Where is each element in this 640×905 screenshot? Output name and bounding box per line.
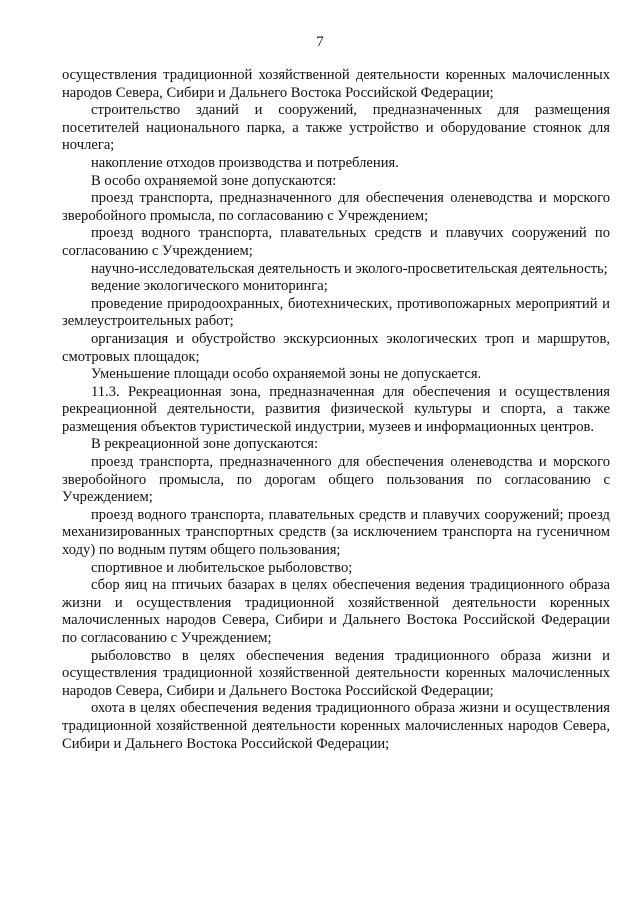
paragraph-construction: строительство зданий и сооружений, предназначенных для размещения посетителей национального парка, а также устройство и оборудование стоянок для ночлега; [62, 102, 610, 154]
paragraph-recreation-zone-heading: В рекреационной зоне допускаются: [91, 436, 319, 453]
paragraph-transport-reindeer: проезд транспорта, предназначенного для обеспечения оленеводства и морского зверобойного промысла, по согласованию с Учреждением; [62, 190, 610, 224]
paragraph-continuation: осуществления традиционной хозяйственной деятельности коренных малочисленных народов Севера, Сибири и Дальнего Востока Российской Федерации; [62, 67, 610, 101]
paragraph-water-transport: проезд водного транспорта, плавательных средств и плавучих сооружений по согласованию с Учреждением; [62, 225, 610, 259]
paragraph-fishing-traditional: рыболовство в целях обеспечения ведения традиционного образа жизни и осуществления традиционной хозяйственной деятельности коренных малочисленных народов Севера, Сибири и Дальнего Востока Российской Федерации; [62, 647, 610, 699]
paragraph-trails: организация и обустройство экскурсионных экологических троп и маршрутов, смотровых площадок; [62, 330, 610, 365]
paragraph-hunting: охота в целях обеспечения ведения традиционного образа жизни и осуществления традиционной хозяйственной деятельности коренных малочисленных народов Севера, Сибири и Дальнего Востока Российской Федерации; [62, 700, 610, 752]
paragraph-fishing-sport: спортивное и любительское рыболовство; [91, 559, 353, 576]
paragraph-section-11-3: 11.3. Рекреационная зона, предназначенная для обеспечения и осуществления рекреационной деятельности, развития физической культуры и спорта, а также размещения объектов туристической индустрии, музеев и информационных центров. [62, 383, 610, 435]
document-body [62, 67, 610, 753]
paragraph-egg-collection: сбор яиц на птичьих базарах в целях обеспечения ведения традиционного образа жизни и осуществления традиционной хозяйственной деятельности коренных малочисленных народов Севера, Сибири и Дальнего Востока Российской Федерации по согласованию с Учреждением; [62, 577, 610, 646]
paragraph-recreation-water-transport: проезд водного транспорта, плавательных средств и плавучих сооружений; проезд механизированных транспортных средств (за исключением транспорта на гусеничном ходу) по водным путям общего пользования; [62, 506, 610, 559]
paragraph-monitoring: ведение экологического мониторинга; [91, 278, 328, 295]
paragraph-protected-zone-heading: В особо охраняемой зоне допускаются: [91, 172, 337, 189]
paragraph-recreation-transport: проезд транспорта, предназначенного для обеспечения оленеводства и морского зверобойного промысла, по дорогам общего пользования по согласованию с Учреждением; [62, 454, 610, 506]
paragraph-waste: накопление отходов производства и потребления. [91, 154, 399, 171]
paragraph-research: научно-исследовательская деятельность и эколого-просветительская деятельность; [91, 260, 608, 277]
paragraph-measures: проведение природоохранных, биотехнических, противопожарных мероприятий и землеустроительных работ; [62, 295, 610, 330]
paragraph-area-reduction: Уменьшение площади особо охраняемой зоны не допускается. [91, 366, 482, 383]
page-number: 7 [316, 34, 324, 50]
